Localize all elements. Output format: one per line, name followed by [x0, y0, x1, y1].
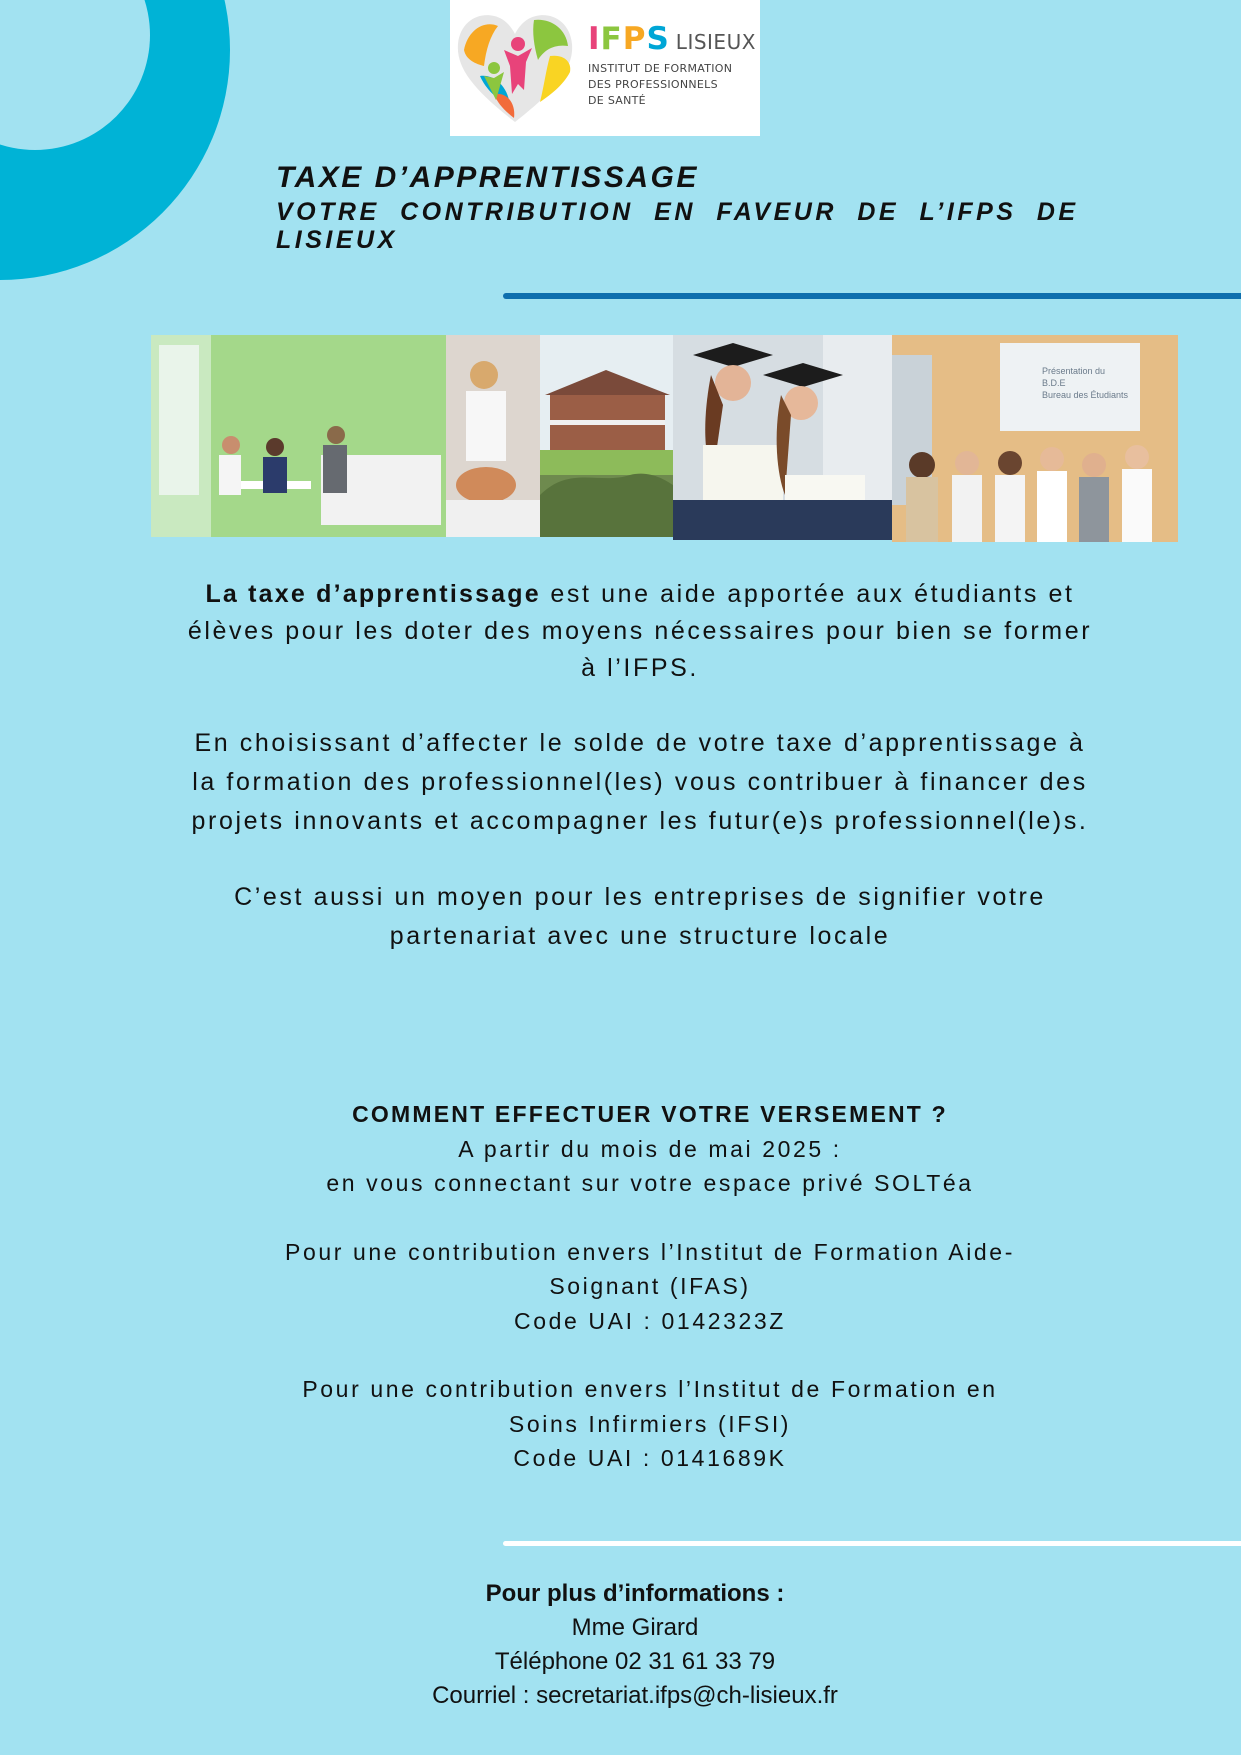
photo-graduates — [673, 335, 892, 540]
photo-training-room — [151, 335, 446, 537]
contact-phone: Téléphone 02 31 61 33 79 — [494, 1648, 776, 1675]
contact-info — [350, 1577, 920, 1713]
page-subtitle: VOTRE CONTRIBUTION EN FAVEUR DE L’IFPS DE LISIEUX — [276, 198, 1079, 254]
ifas-code: Code UAI : 0142323Z — [514, 1307, 786, 1334]
intro-text — [180, 576, 1100, 993]
logo-city: LISIEUX — [675, 30, 756, 54]
ifps-logo — [450, 0, 760, 136]
logo-letter: P — [622, 21, 647, 57]
divider-blue — [503, 293, 1241, 299]
logo-subtitle: INSTITUT DE FORMATION DES PROFESSIONNELS DE SANTÉ — [588, 62, 733, 107]
logo-letter: S — [646, 21, 670, 57]
logo-letter: F — [600, 21, 623, 57]
intro-paragraph-2: En choisissant d’affecter le solde de votre taxe d’apprentissage à la formation des professionnel(les) vous contribuer à financer des projets innovants et accompagner les futur(e)s professionnel(le)s. — [191, 729, 1089, 835]
logo-brand — [588, 21, 756, 57]
intro-paragraph-3: C’est aussi un moyen pour les entreprises de signifier votre partenariat avec une structure locale — [234, 883, 1046, 950]
contact-heading: Pour plus d’informations : — [485, 1580, 785, 1607]
payment-connect: en vous connectant sur votre espace privé SOLTéa — [326, 1170, 974, 1196]
logo-letter: I — [588, 21, 601, 57]
photo-student-group — [892, 335, 1178, 542]
photo-care-practice — [446, 335, 540, 537]
intro-paragraph-1 — [180, 576, 1100, 687]
intro-lead-rest: est une aide apportée aux étudiants et élèves pour les doter des moyens nécessaires pour bien se former à l’IFPS. — [187, 580, 1093, 682]
header — [276, 162, 1104, 254]
slide-caption: Présentation du B.D.E Bureau des Étudiants — [1042, 366, 1129, 400]
decorative-ring — [0, 0, 230, 280]
heart-hands-icon — [454, 10, 576, 126]
page-title: TAXE D’APPRENTISSAGE — [276, 161, 699, 194]
ifsi-code: Code UAI : 0141689K — [513, 1445, 787, 1471]
payment-instructions — [180, 1097, 1120, 1476]
intro-bold-lead: La taxe d’apprentissage — [205, 580, 541, 608]
photo-building — [540, 335, 673, 537]
payment-date: A partir du mois de mai 2025 : — [458, 1135, 842, 1162]
ifas-block: Pour une contribution envers l’Institut de Formation Aide- Soignant (IFAS) Code UAI : 0142323Z — [180, 1235, 1120, 1339]
contact-name: Mme Girard — [571, 1614, 699, 1641]
photo-strip — [151, 335, 1178, 542]
divider-white — [503, 1541, 1241, 1546]
payment-heading: COMMENT EFFECTUER VOTRE VERSEMENT ? — [352, 1101, 948, 1127]
contact-email: Courriel : secretariat.ifps@ch-lisieux.fr — [432, 1682, 838, 1709]
ifsi-block: Pour une contribution envers l’Institut de Formation en Soins Infirmiers (IFSI) Code UAI : 0141689K — [180, 1372, 1120, 1476]
